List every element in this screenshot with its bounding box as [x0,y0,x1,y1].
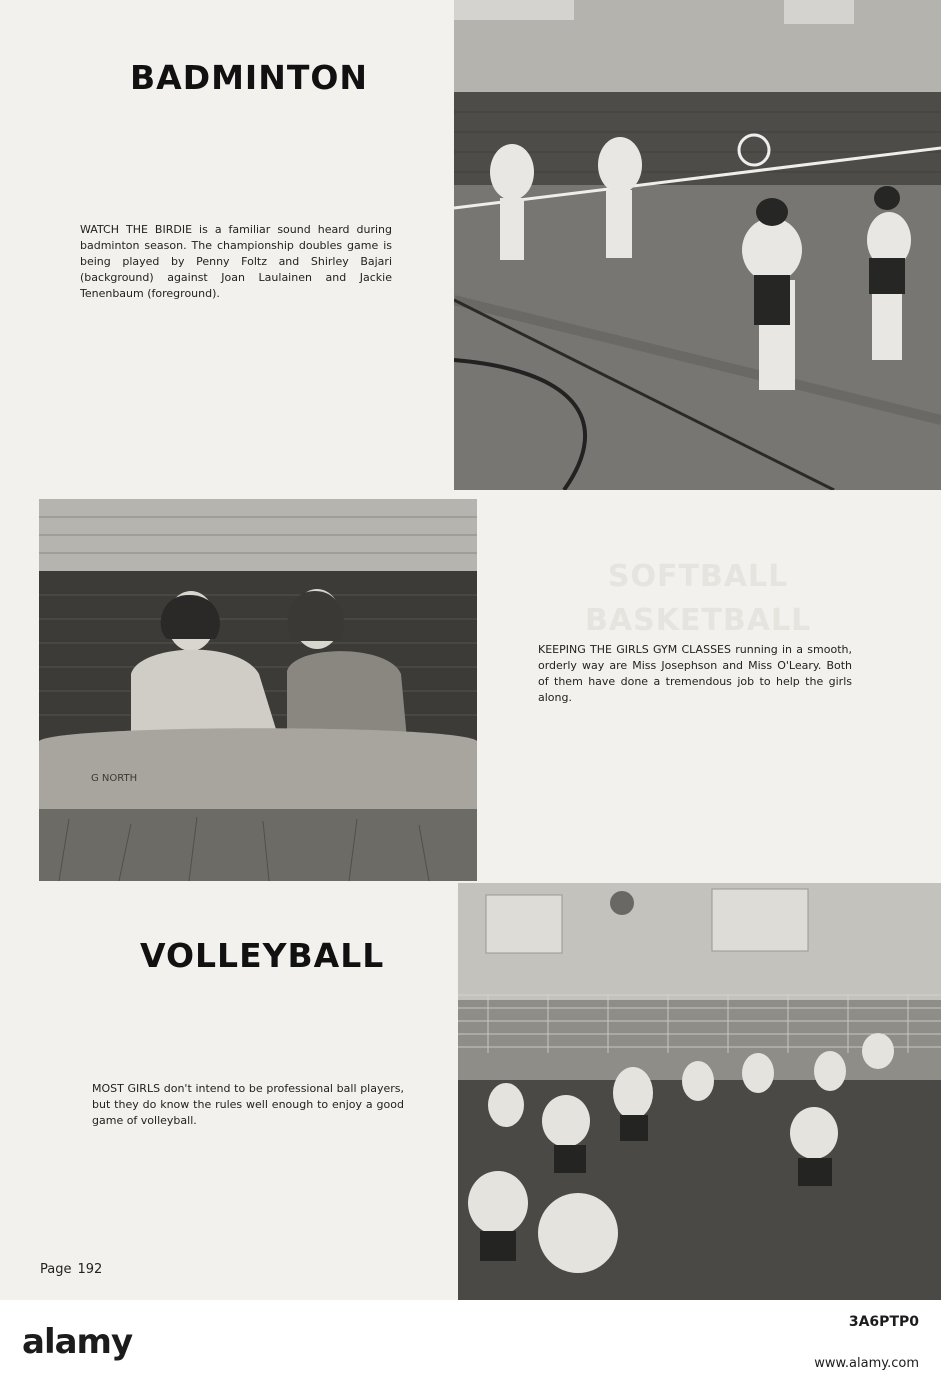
show-through-line-2: BASKETBALL [585,603,812,638]
badminton-caption: WATCH THE BIRDIE is a familiar sound heard during badminton season. The championship doubles game is being played by Penny Foltz and Shirley Bajari (background) against Joan Laulainen and Jackie Tenenbaum (foreground). [80,223,392,300]
watermark-footer [0,1300,941,1390]
show-through-line-1: SOFTBALL [607,559,789,594]
badminton-heading: BADMINTON [130,58,369,97]
volleyball-photo [458,883,941,1300]
volleyball-caption: MOST GIRLS don't intend to be professional ball players, but they do know the rules well enough to enjoy a good game of volleyball. [92,1082,404,1127]
image-id: 3A6PTP0 [848,1314,919,1330]
teachers-photo [39,499,477,881]
box-stencil-text: G NORTH [91,773,138,784]
page-label: Page [40,1262,72,1277]
show-through-text [585,555,811,643]
page-number [40,1262,102,1277]
teachers-caption: KEEPING THE GIRLS GYM CLASSES running in a smooth, orderly way are Miss Josephson and Miss O'Leary. Both of them have done a tremendous job to help the girls along. [538,643,852,704]
volleyball-heading: VOLLEYBALL [140,936,385,975]
alamy-logo: alamy [22,1322,133,1362]
page-value: 192 [77,1262,103,1277]
badminton-photo [454,0,941,490]
site-url: www.alamy.com [814,1356,919,1371]
